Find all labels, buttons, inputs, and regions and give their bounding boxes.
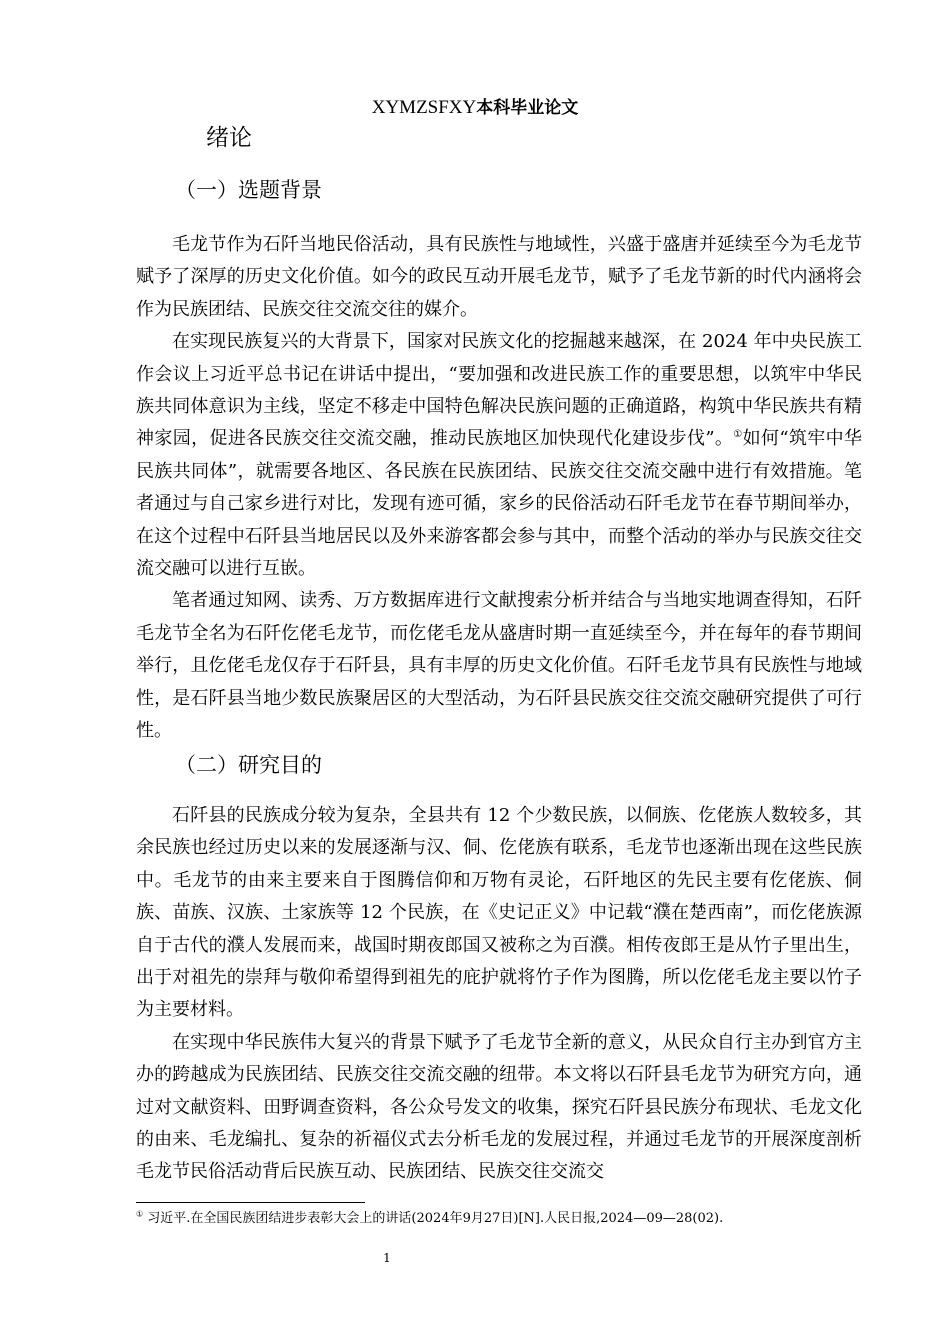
footnote-separator — [136, 1202, 365, 1203]
page-number: 1 — [383, 1251, 391, 1265]
paragraph-text: 在实现民族复兴的大背景下，国家对民族文化的挖掘越来越深，在 2024 年中央民族工作会议上习近平总书记在讲话中提出，“要加强和改进民族工作的重要思想，以筑牢中华民族共同体意识为主线，坚定不移走中国特色解决民族问题的正确道路，构筑中华民族共有精神家园，促进各民族交往交流交融，推动民族地区加快现代化建设步伐”。 — [136, 331, 862, 450]
footnote-text: 习近平.在全国民族团结进步表彰大会上的讲话(2024年9月27日)[N].人民日报,2024—09—28(02). — [143, 1211, 724, 1226]
section-heading-background: （一）选题背景 — [175, 178, 322, 202]
paragraph: 石阡县的民族成分较为复杂，全县共有 12 个少数民族，以侗族、仡佬族人数较多，其余民族也经过历史以来的发展逐渐与汉、侗、仡佬族有联系，毛龙节也逐渐出现在这些民族中。毛龙节的由来主要来自于图腾信仰和万物有灵论，石阡地区的先民主要有仡佬族、侗族、苗族、汉族、土家族等 12 个民族，在《史记正义》中记载“濮在楚西南”，而仡佬族源自于古代的濮人发展而来，战国时期夜郎国又被称之为百濮。相传夜郎王是从竹子里出生，出于对祖先的崇拜与敬仰希望得到祖先的庇护就将竹子作为图腾，所以仡佬毛龙主要以竹子为主要材料。 — [136, 805, 862, 1021]
header-code: XYMZSFXY — [371, 97, 477, 118]
header-title: 本科毕业论文 — [476, 98, 579, 118]
footnote-marker[interactable]: ① — [733, 429, 743, 441]
paragraph: 毛龙节作为石阡当地民俗活动，具有民族性与地域性，兴盛于盛唐并延续至今为毛龙节赋予了深厚的历史文化价值。如今的政民互动开展毛龙节，赋予了毛龙节新的时代内涵将会作为民族团结、民族交往交流交往的媒介。 — [136, 234, 862, 320]
paragraph: 在实现中华民族伟大复兴的背景下赋予了毛龙节全新的意义，从民众自行主办到官方主办的跨越成为民族团结、民族交往交流交融的纽带。本文将以石阡县毛龙节为研究方向，通过对文献资料、田野调查资料，各公众号发文的收集，探究石阡县民族分布现状、毛龙文化的由来、毛龙编扎、复杂的祈福仪式去分析毛龙的发展过程，并通过毛龙节的开展深度剖析毛龙节民俗活动背后民族互动、民族团结、民族交往交流交 — [136, 1031, 862, 1183]
footnote — [136, 1208, 876, 1230]
paragraph: 笔者通过知网、读秀、万方数据库进行文献搜索分析并结合与当地实地调查得知，石阡毛龙节全名为石阡仡佬毛龙节，而仡佬毛龙从盛唐时期一直延续至今，并在每年的春节期间举行，且仡佬毛龙仅存于石阡县，具有丰厚的历史文化价值。石阡毛龙节具有民族性与地域性，是石阡县当地少数民族聚居区的大型活动，为石阡县民族交往交流交融研究提供了可行性。 — [136, 590, 862, 742]
intro-heading: 绪论 — [206, 125, 252, 151]
paragraph-text: 如何“筑牢中华民族共同体”，就需要各地区、各民族在民族团结、民族交往交流交融中进行有效措施。笔者通过与自己家乡进行对比，发现有迹可循，家乡的民俗活动石阡毛龙节在春节期间举办，在这个过程中石阡县当地居民以及外来游客都会参与其中，而整个活动的举办与民族交往交流交融可以进行互嵌。 — [136, 428, 863, 580]
footnote-marker: ① — [136, 1209, 144, 1219]
section-body-background — [136, 229, 862, 748]
paragraph — [136, 326, 862, 585]
section-body-purpose — [136, 800, 862, 1189]
section-heading-purpose: （二）研究目的 — [175, 753, 322, 777]
document-header — [0, 94, 950, 121]
